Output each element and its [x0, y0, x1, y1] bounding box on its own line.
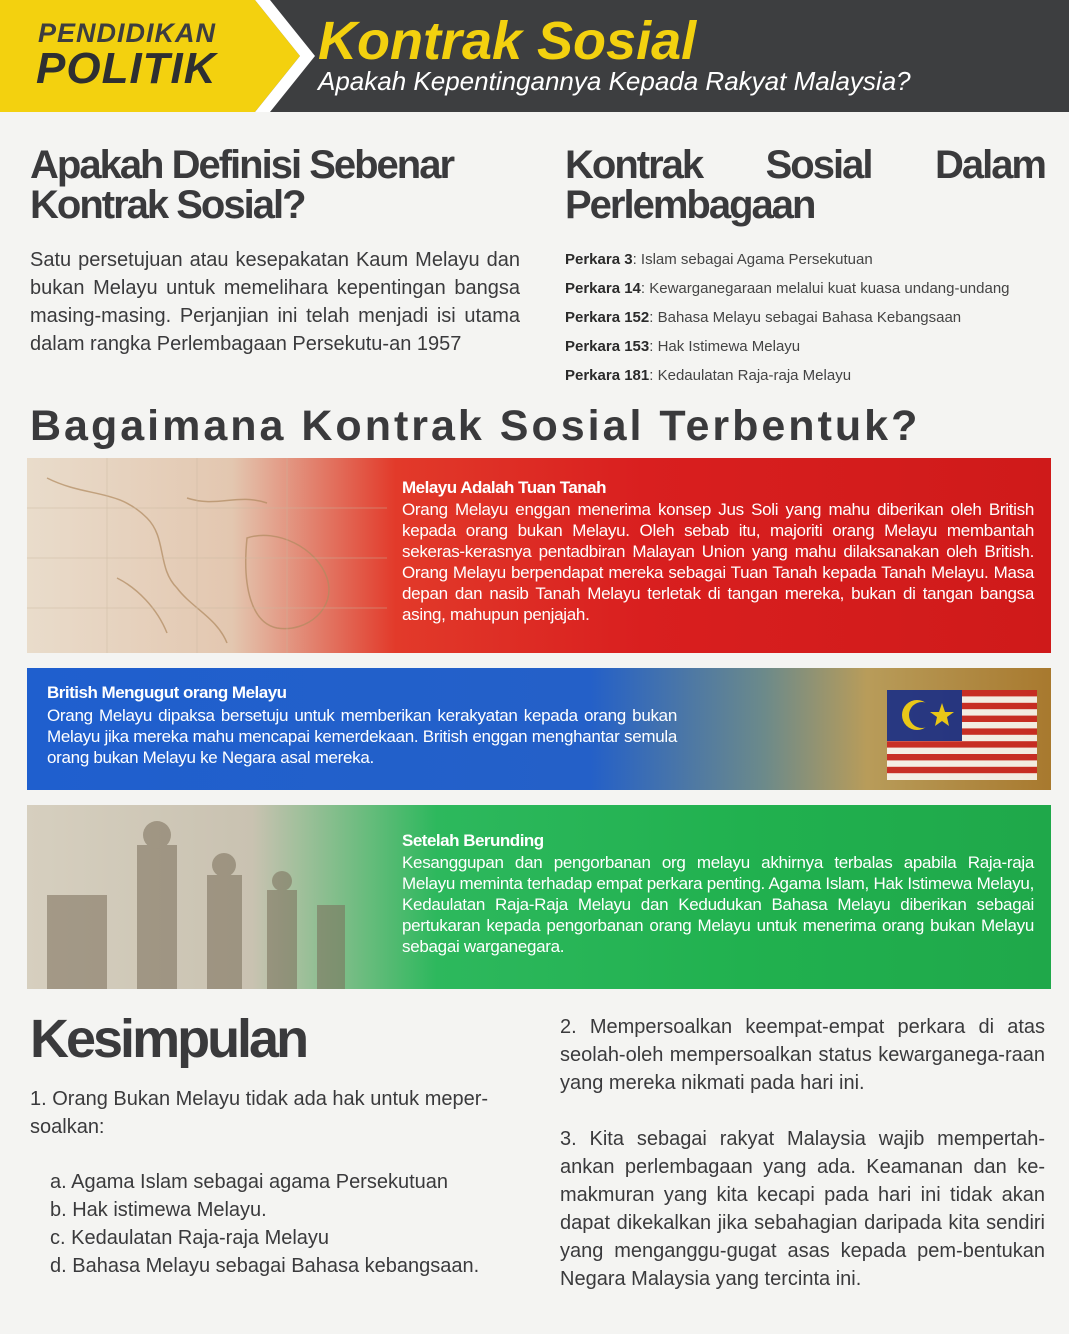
page-title: Kontrak Sosial [318, 11, 697, 71]
article-item: Perkara 181: Kedaulatan Raja-raja Melayu [565, 367, 852, 384]
conclusion-sub-list [50, 1168, 479, 1280]
article-text: Kewarganegaraan melalui kuat kuasa undang-undang [649, 280, 1010, 297]
definition-heading: Apakah Definisi Sebenar Kontrak Sosial? [30, 143, 454, 227]
article-item: Perkara 152: Bahasa Melayu sebagai Bahasa Kebangsaan [565, 309, 962, 326]
map-illustration [27, 458, 387, 653]
article-item: Perkara 3: Islam sebagai Agama Persekutuan [565, 251, 873, 268]
article-label: Perkara 181 [565, 367, 650, 384]
banner-text: Orang Melayu enggan menerima konsep Jus Soli yang mahu diberikan oleh British kepada orang bukan Melayu. Oleh sebab itu, majoriti orang Melayu membantah sekeras-kerasnya pentadbiran Malayan Union yang mahu dilaksanakan oleh British. Orang Melayu berpendapat mereka sebagai Tuan Tanah kepada Tanah Melayu. Masa depan dan nasib Tanah Melayu terletak di tangan mereka, bukan di tangan bangsa asing, mahupun penjajah. [402, 500, 1034, 624]
article-text: Hak Istimewa Melayu [657, 338, 801, 355]
article-label: Perkara 3 [565, 251, 633, 268]
conclusion-point-1: 1. Orang Bukan Melayu tidak ada hak untuk meper-soalkan: [30, 1088, 489, 1138]
page-subtitle: Apakah Kepentingannya Kepada Rakyat Malaysia? [318, 66, 911, 96]
article-text: Bahasa Melayu sebagai Bahasa Kebangsaan [657, 309, 962, 326]
constitution-article-list [565, 245, 1055, 390]
banner-title: Setelah Berunding [402, 831, 544, 850]
article-text: Kedaulatan Raja-raja Melayu [657, 367, 852, 384]
banner-tuan-tanah [27, 458, 1051, 653]
list-item: d. Bahasa Melayu sebagai Bahasa kebangsaan. [50, 1255, 480, 1277]
list-item: c. Kedaulatan Raja-raja Melayu [50, 1227, 330, 1249]
brand-line-2: POLITIK [36, 44, 217, 93]
article-item: Perkara 14: Kewarganegaraan melalui kuat kuasa undang-undang [565, 280, 1010, 297]
banner-title: British Mengugut orang Melayu [47, 683, 287, 702]
banner-british-ugut [27, 668, 1051, 790]
historical-photo-illustration [27, 805, 387, 989]
article-item: Perkara 153: Hak Istimewa Melayu [565, 338, 801, 355]
conclusion-point-2: 2. Mempersoalkan keempat-empat perkara di atas seolah-oleh mempersoalkan status kewarganega-raan yang mereka nikmati pada hari ini. [560, 1016, 1045, 1094]
banner-text: Kesanggupan dan pengorbanan org melayu akhirnya terbalas apabila Raja-raja Melayu meminta terhadap empat perkara penting. Agama Islam, Hak Istimewa Melayu, Kedaulatan Raja-Raja Melayu dan Kedudukan Bahasa Melayu diberikan sebagai pertukaran kepada pengorbanan orang Melayu untuk menerima orang bukan Melayu sebagai warganegara. [402, 853, 1034, 956]
constitution-heading: Kontrak Sosial Dalam Perlembagaan [565, 143, 1045, 227]
formation-heading: Bagaimana Kontrak Sosial Terbentuk? [30, 402, 921, 450]
banner-text: Orang Melayu dipaksa bersetuju untuk memberikan kerakyatan kepada orang bukan Melayu jika mereka mahu mencapai kemerdekaan. British enggan menghantar semula orang bukan Melayu ke Negara asal mereka. [47, 706, 677, 767]
conclusion-point-3: 3. Kita sebagai rakyat Malaysia wajib mempertah-ankan perlembagaan yang ada. Keamanan dan ke-makmuran yang kita kecapi pada hari ini tidak akan dapat dikekalkan jika sebahagian daripada kita sendiri yang menganggu-gugat asas kepada pem-bentukan Negara Malaysia yang tercinta ini. [560, 1128, 1045, 1290]
list-item: b. Hak istimewa Melayu. [50, 1199, 267, 1221]
article-text: Islam sebagai Agama Persekutuan [640, 251, 873, 268]
list-item: a. Agama Islam sebagai agama Persekutuan [50, 1171, 449, 1193]
definition-text: Satu persetujuan atau kesepakatan Kaum Melayu dan bukan Melayu untuk memelihara kepentingan bangsa masing-masing. Perjanjian ini telah menjadi isi utama dalam rangka Perlembagaan Persekutu-an 1957 [30, 249, 520, 355]
banner-setelah-berunding [27, 805, 1051, 989]
conclusion-heading: Kesimpulan [30, 1009, 307, 1069]
banner-title: Melayu Adalah Tuan Tanah [402, 478, 606, 497]
article-label: Perkara 14 [565, 280, 641, 297]
article-label: Perkara 153 [565, 338, 650, 355]
brand-line-1: PENDIDIKAN [38, 18, 217, 48]
article-label: Perkara 152 [565, 309, 650, 326]
malaysia-flag-illustration [887, 690, 1037, 780]
